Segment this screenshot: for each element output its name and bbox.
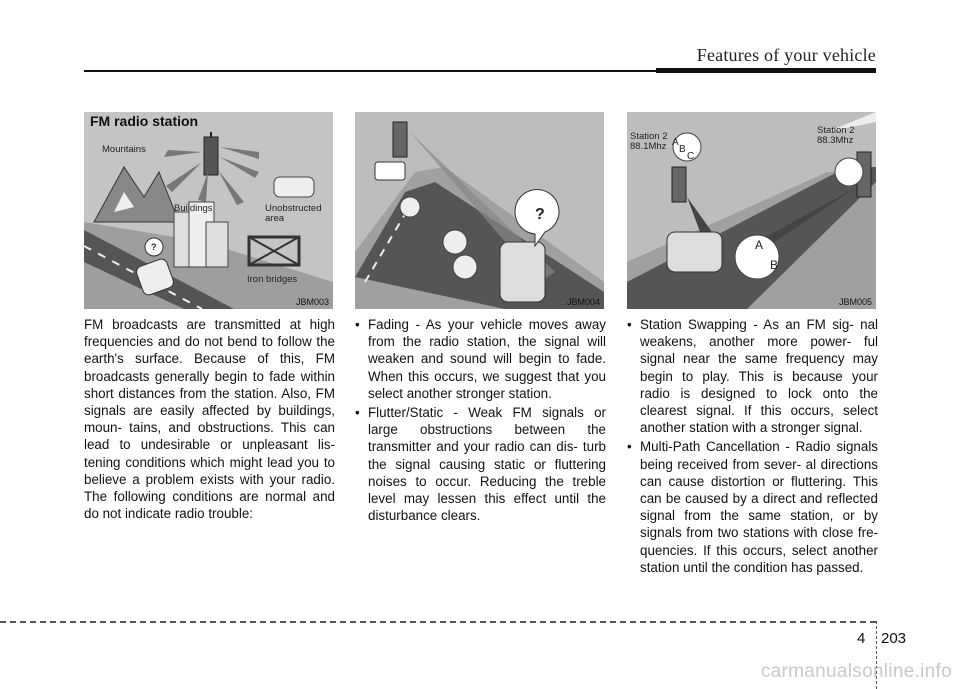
bullet-list [355, 316, 606, 524]
chapter-number: 4 [857, 630, 866, 647]
figure-station-swapping [627, 112, 876, 309]
intro-paragraph: FM broadcasts are transmitted at high frequencies and do not bend to follow the earth's surface. Because of this, FM broadcasts generally begin to fade within short distances from the station. Also, FM signals are easily affected by buildings, moun- tains, and obstructions. This can lead to undesirable or unpleasant lis- tening conditions which might lead you to believe a problem exists with your radio. The following conditions are normal and do not indicate radio trouble: [84, 317, 335, 522]
figure-fm-radio-station [84, 112, 333, 309]
column-right [627, 316, 878, 578]
label-buildings: Buildings [174, 203, 213, 214]
label-car-a: A [755, 238, 764, 252]
label-a: A [672, 137, 679, 148]
label-question: ? [151, 242, 157, 252]
label-mountains: Mountains [102, 144, 146, 155]
column-middle [355, 316, 606, 526]
label-car-b: B [770, 258, 779, 272]
page-number: 203 [881, 630, 907, 647]
label-station-right: Station 2 88.3Mhz [817, 125, 855, 146]
label-c: C [687, 151, 695, 162]
bullet-flutter-static: • Flutter/Static - Weak FM signals or large obstructions between the transmitter and your radio can dis- turb the signal causing static or fluttering noises to occur. Reducing the treble level may lessen this effect until the disturbance clears. [355, 404, 606, 524]
footer-divider [0, 621, 876, 623]
figure-code: JBM003 [295, 297, 329, 307]
watermark: carmanualsonline.info [760, 661, 952, 682]
illustration-fading [355, 112, 604, 309]
bullet-multi-path: • Multi-Path Cancellation - Radio signals being received from sever- al directions can cause distortion or fluttering. This can be caused by a direct and reflected signal from the same station, or by signals from two stations with close fre- quencies. If this occurs, select another station until the condition has passed. [627, 438, 878, 576]
label-unobstructed-area: Unobstructed area [265, 203, 322, 224]
label-iron-bridges: Iron bridges [247, 274, 298, 285]
label-question: ? [535, 206, 545, 223]
figure-title: FM radio station [90, 113, 199, 129]
figure-fading [355, 112, 604, 309]
label-b: B [679, 144, 686, 155]
bullet-station-swapping: • Station Swapping - As an FM sig- nal weakens, another more power- ful signal near the same frequency may begin to play. This is because your radio is designed to lock onto the clearest signal. If this occurs, select another station with a stronger signal. [627, 316, 878, 436]
bullet-fading: • Fading - As your vehicle moves away from the radio station, the signal will weaken and sound will begin to fade. When this occurs, we suggest that you select another stronger station. [355, 316, 606, 402]
column-left [84, 316, 335, 522]
figure-code: JBM005 [838, 297, 872, 307]
header-divider-accent [656, 68, 876, 73]
label-station-left: Station 2 88.1Mhz [630, 131, 668, 152]
figure-code: JBM004 [566, 297, 600, 307]
bullet-list [627, 316, 878, 576]
section-title: Features of your vehicle [696, 45, 876, 65]
